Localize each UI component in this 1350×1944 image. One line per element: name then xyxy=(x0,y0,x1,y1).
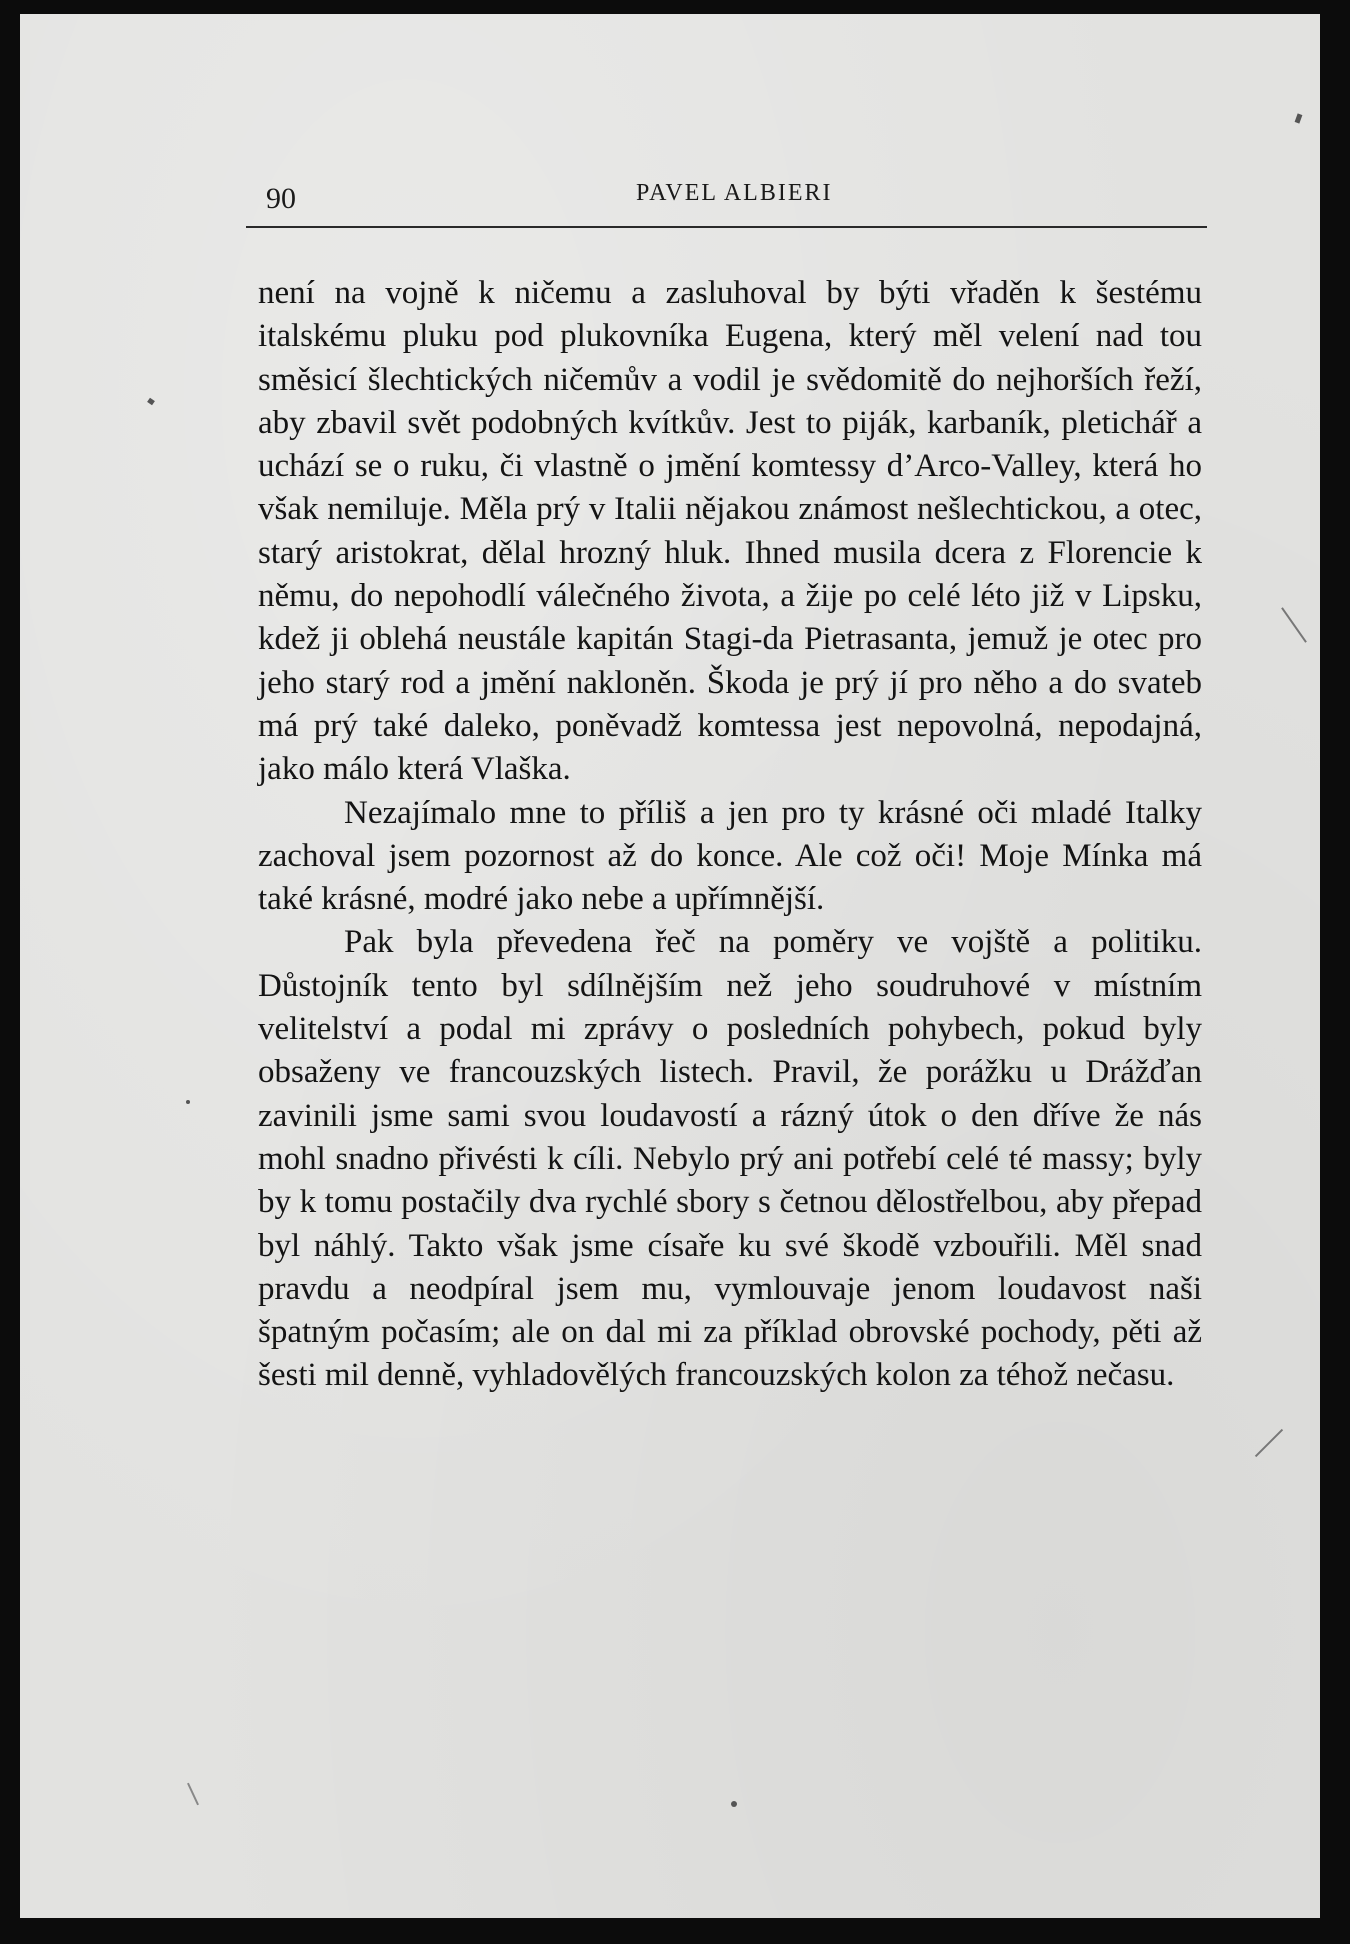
running-head xyxy=(246,174,1207,228)
paragraph-3: Pak byla převedena řeč na poměry ve vojště a politiku. Důstojník tento byl sdílnějším než jeho soudruhové v místním velitelství a podal mi zprávy o posledních pohybech, pokud byly obsaženy ve francouzských listech. Pravil, že porážku u Drážďan zavinili jsme sami svou loudavostí a rázný útok o den dříve že nás mohl snadno přivésti k cíli. Nebylo prý ani potřebí celé té massy; byly by k tomu postačily dva rychlé sbory s četnou dělostřelbou, aby přepad byl náhlý. Takto však jsme císaře ku své škodě vzbouřili. Měl snad pravdu a neodpíral jsem mu, vymlouvaje jenom loudavost naši špatným počasím; ale on dal mi za příklad obrovské pochody, pěti až šesti mil denně, vyhladovělých francouzských kolon za téhož nečasu. xyxy=(258,924,1202,1394)
running-title: PAVEL ALBIERI xyxy=(636,180,833,206)
body-text xyxy=(258,272,1202,1398)
scan-speck xyxy=(1281,607,1307,643)
scan-speck xyxy=(186,1100,190,1104)
scan-speck xyxy=(731,1801,737,1807)
scan-speck xyxy=(1255,1429,1283,1457)
paragraph-1: není na vojně k ničemu a zasluhoval by býti vřaděn k šestému italskému pluku pod plukovníka Eugena, který měl velení nad tou směsicí šlechtických ničemův a vodil je svědomitě do nejhorších řeží, aby zbavil svět podobných kvítkův. Jest to piják, karbaník, pletichář a uchází se o ruku, či vlastně o jmění komtessy d’Arco-Valley, která ho však nemiluje. Měla prý v Italii nějakou známost nešlechtickou, a otec, starý aristokrat, dělal hrozný hluk. Ihned musila dcera z Florencie k němu, do nepohodlí válečného života, a žije po celé léto již v Lipsku, kdež ji oblehá neustále kapitán Stagi-da Pietrasanta, jemuž je otec pro jeho starý rod a jmění nakloněn. Škoda je prý jí pro něho a do svateb má prý také daleko, poněvadž komtessa jest nepovolná, nepodajná, jako málo která Vlaška. xyxy=(258,275,1202,788)
scan-speck xyxy=(147,398,155,406)
scan-speck xyxy=(1295,113,1303,123)
page-number: 90 xyxy=(266,182,296,215)
book-page xyxy=(20,14,1320,1918)
paragraph-2: Nezajímalo mne to příliš a jen pro ty krásné oči mladé Italky zachoval jsem pozornost až do konce. Ale což oči! Moje Mínka má také krásné, modré jako nebe a upřímnější. xyxy=(258,794,1202,918)
scan-speck xyxy=(187,1783,199,1806)
